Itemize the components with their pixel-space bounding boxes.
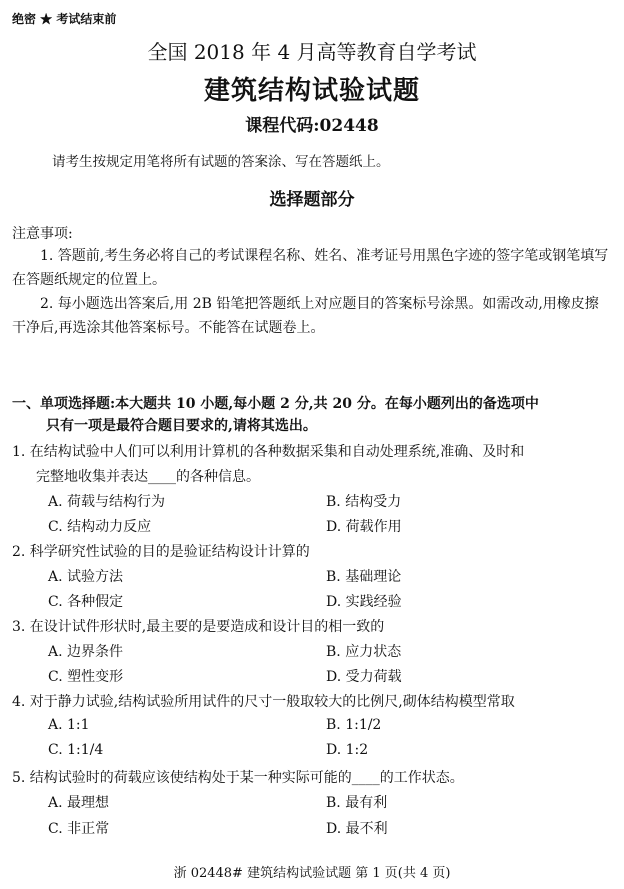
question-4-option-a: A. 1:1 — [48, 717, 90, 733]
question-4-option-c: C. 1:1/4 — [48, 742, 104, 758]
course-code: 课程代码:02448 — [245, 116, 379, 136]
question-1-stem: 1. 在结构试验中人们可以利用计算机的各种数据采集和自动处理系统,准确、及时和 — [12, 444, 525, 460]
question-2-option-c: C. 各种假定 — [48, 594, 124, 610]
question-1-option-d: D. 荷载作用 — [326, 519, 402, 535]
question-4-stem: 4. 对于静力试验,结构试验所用试件的尺寸一般取较大的比例尺,砌体结构模型常取 — [12, 694, 515, 710]
note-item: 1. 答题前,考生务必将自己的考试课程名称、姓名、准考证号用黑色字迹的签字笔或钢笔填写在答题纸规定的位置上。 — [12, 248, 609, 288]
question-4-option-d: D. 1:2 — [326, 742, 369, 758]
question-2-option-a: A. 试验方法 — [48, 569, 124, 585]
part-heading-line1: 一、单项选择题:本大题共 10 小题,每小题 2 分,共 20 分。在每小题列出的备选项中 — [12, 396, 539, 412]
question-3-option-b: B. 应力状态 — [326, 644, 402, 660]
confidential-label: 绝密 ★ 考试结束前 — [12, 12, 117, 26]
question-3-stem: 3. 在设计试件形状时,最主要的是要造成和设计目的相一致的 — [12, 619, 385, 635]
note-item: 2. 每小题选出答案后,用 2B 铅笔把答题纸上对应题目的答案标号涂黑。如需改动,用橡皮擦干净后,再选涂其他答案标号。不能答在试题卷上。 — [12, 296, 599, 336]
question-1-option-a: A. 荷载与结构行为 — [48, 494, 166, 510]
section-title: 选择题部分 — [269, 190, 355, 210]
question-1-option-b: B. 结构受力 — [326, 494, 402, 510]
answer-instruction: 请考生按规定用笔将所有试题的答案涂、写在答题纸上。 — [52, 154, 390, 170]
question-5-option-d: D. 最不利 — [326, 821, 388, 837]
part-heading-line2: 只有一项是最符合题目要求的,请将其选出。 — [46, 418, 317, 434]
exam-title: 全国 2018 年 4 月高等教育自学考试 — [147, 40, 477, 64]
page-footer: 浙 02448# 建筑结构试验试题 第 1 页(共 4 页) — [173, 866, 451, 881]
question-3-option-a: A. 边界条件 — [48, 644, 124, 660]
question-3-option-c: C. 塑性变形 — [48, 669, 124, 685]
question-1-option-c: C. 结构动力反应 — [48, 519, 152, 535]
question-2-option-b: B. 基础理论 — [326, 569, 402, 585]
question-2-option-d: D. 实践经验 — [326, 594, 402, 610]
question-2-stem: 2. 科学研究性试验的目的是验证结构设计计算的 — [12, 544, 310, 560]
question-5-option-c: C. 非正常 — [48, 821, 110, 837]
question-3-option-d: D. 受力荷载 — [326, 669, 402, 685]
question-5-option-b: B. 最有利 — [326, 795, 388, 811]
part-heading — [12, 393, 612, 437]
question-5-option-a: A. 最理想 — [48, 795, 110, 811]
notes-title: 注意事项: — [12, 226, 73, 242]
question-4-option-b: B. 1:1/2 — [326, 717, 382, 733]
question-1-stem-cont: 完整地收集并表达____的各种信息。 — [36, 469, 260, 485]
question-5-stem: 5. 结构试验时的荷载应该使结构处于某一种实际可能的____的工作状态。 — [12, 770, 464, 786]
subject-title: 建筑结构试验试题 — [203, 76, 420, 106]
